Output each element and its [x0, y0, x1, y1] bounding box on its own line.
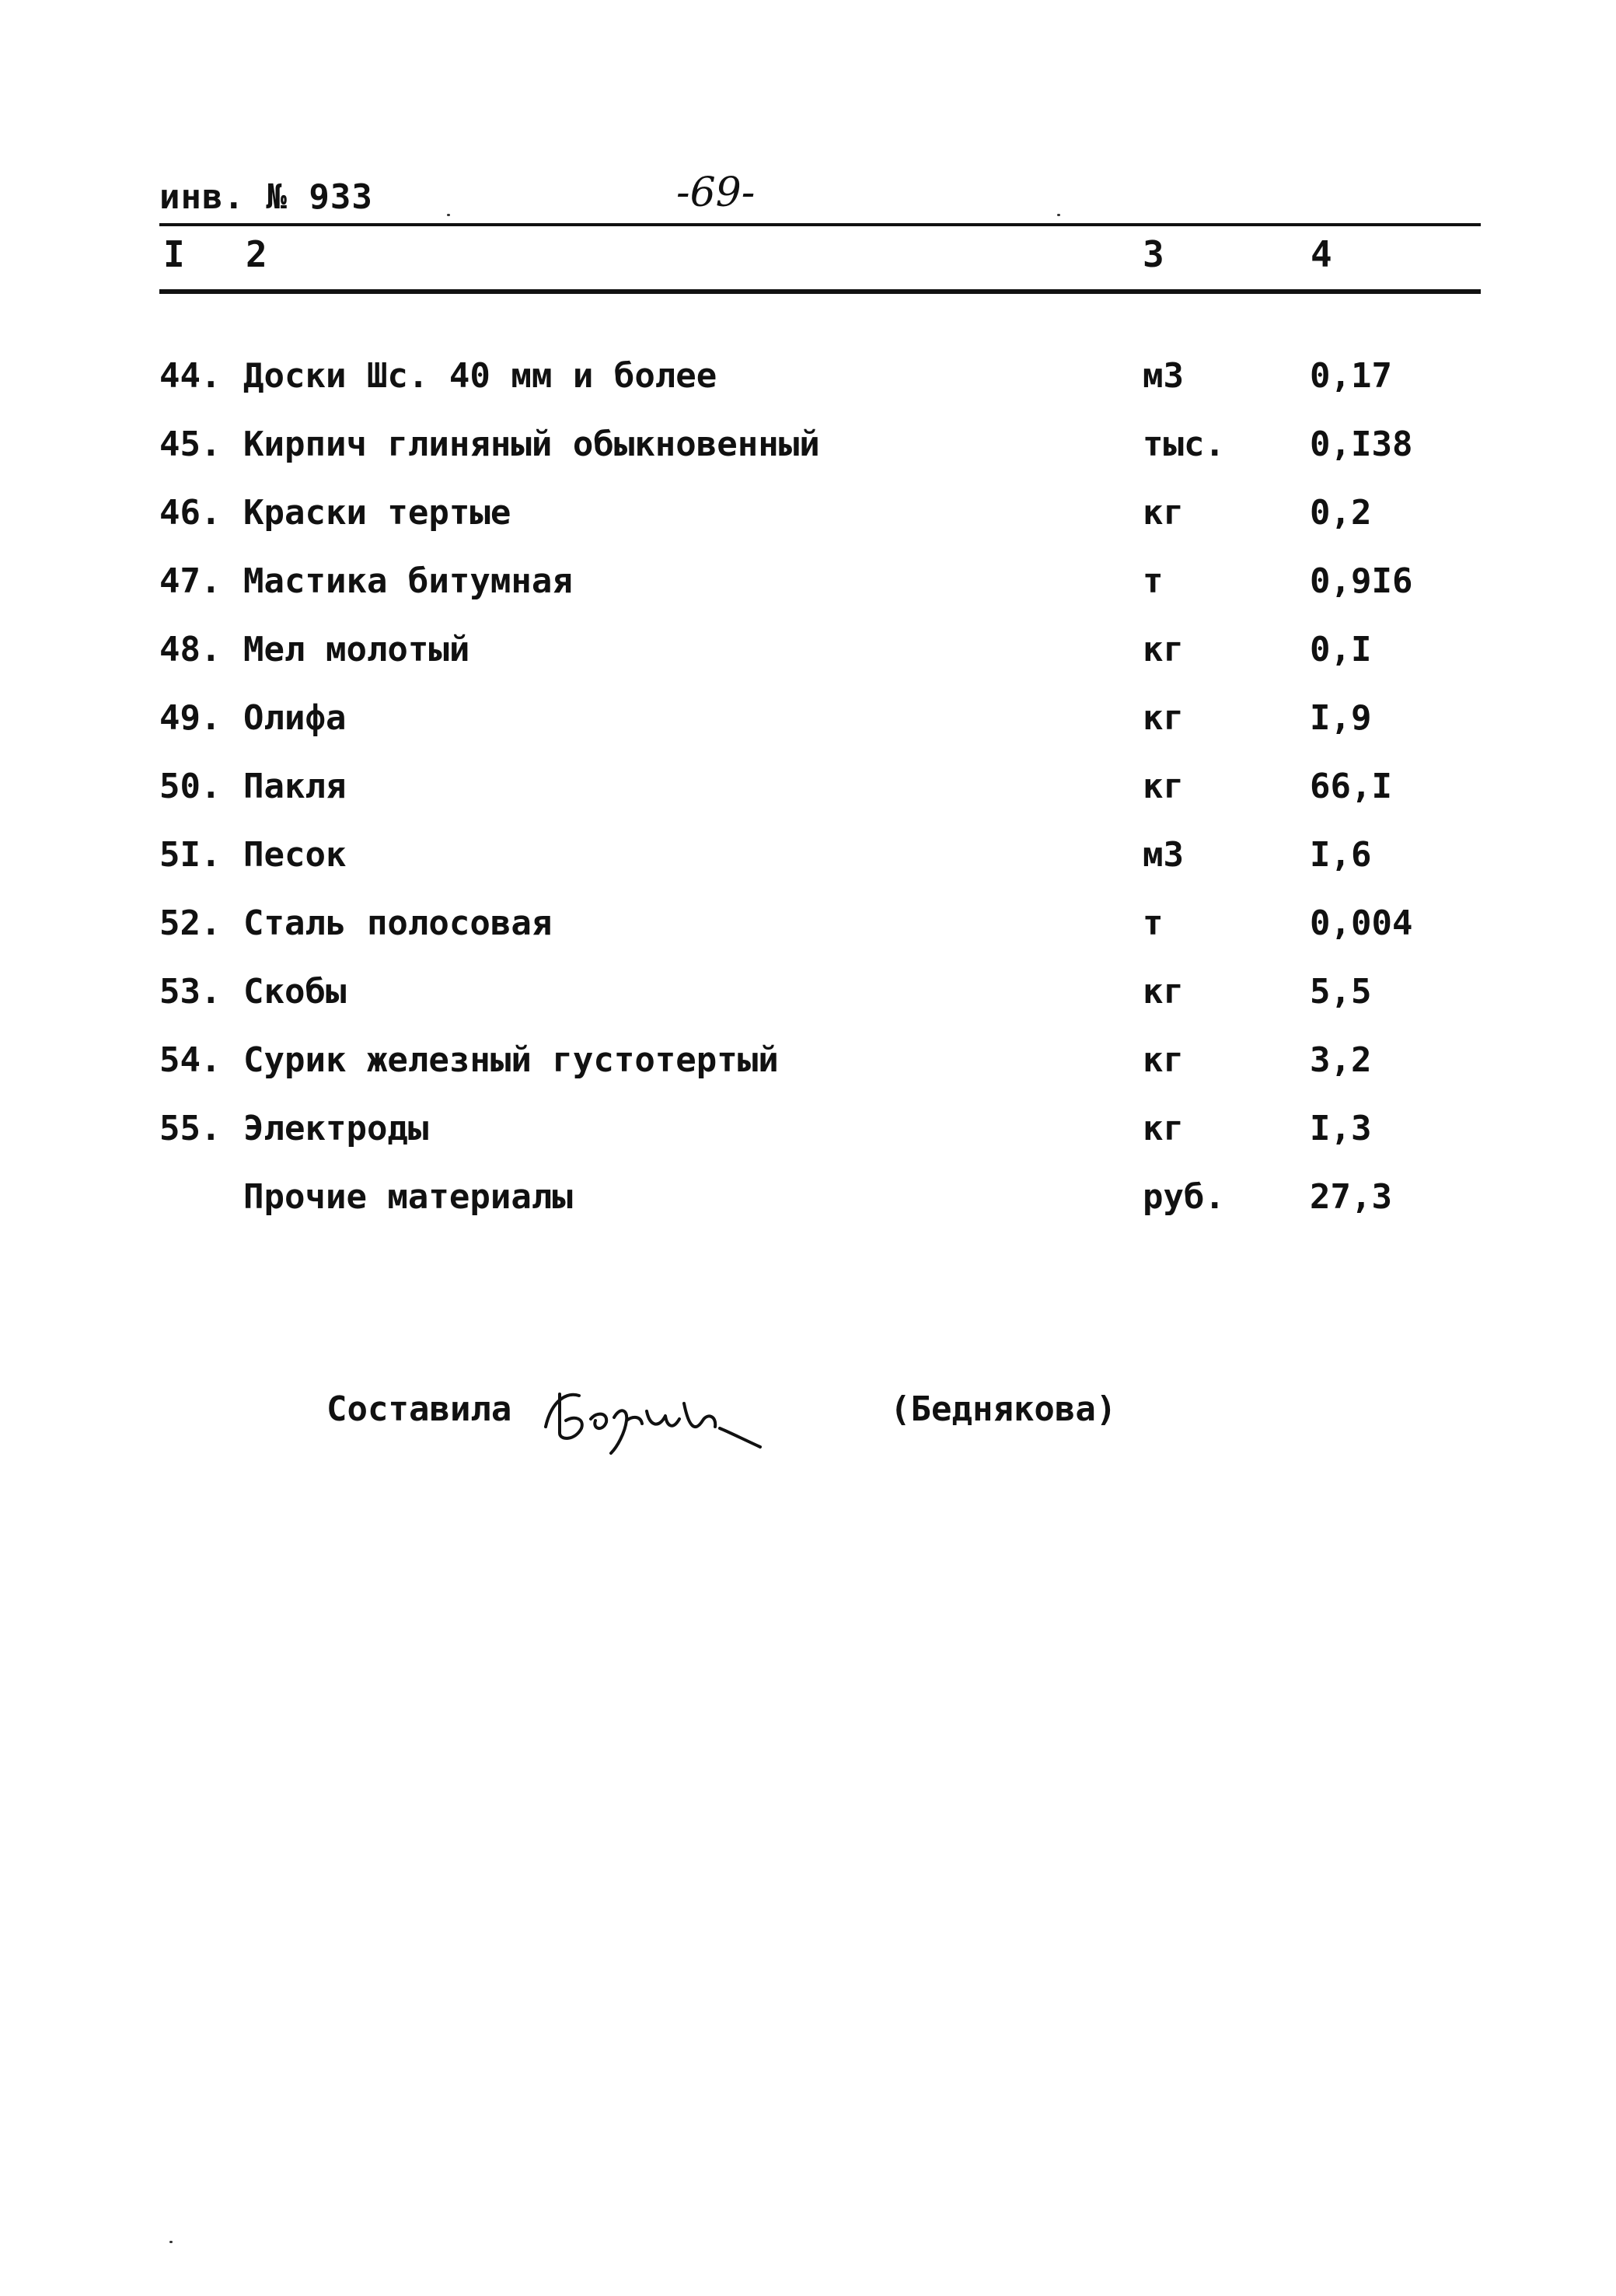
unit: кг [1143, 767, 1184, 806]
row-number: 48. [159, 630, 222, 669]
table-row [159, 561, 1481, 630]
compiled-by-label: Составила [326, 1389, 512, 1429]
quantity: 0,17 [1310, 356, 1392, 396]
quantity: I,9 [1310, 698, 1372, 738]
row-number: 50. [159, 767, 222, 806]
unit: тыс. [1143, 425, 1225, 464]
header-rule-top [159, 223, 1481, 226]
quantity: 66,I [1310, 767, 1392, 806]
table-row [159, 972, 1481, 1040]
inventory-number: инв. № 933 [159, 177, 373, 217]
column-header-2: 2 [246, 233, 267, 275]
table-row [159, 835, 1481, 903]
table-row [159, 698, 1481, 767]
material-name: Электроды [243, 1109, 429, 1148]
unit: кг [1143, 1109, 1184, 1148]
row-number: 45. [159, 425, 222, 464]
table-row [159, 493, 1481, 561]
material-name: Мастика битумная [243, 561, 573, 601]
unit: т [1143, 561, 1164, 601]
quantity: 0,I [1310, 630, 1372, 669]
quantity: 0,004 [1310, 903, 1413, 943]
unit: м3 [1143, 835, 1184, 875]
unit: кг [1143, 698, 1184, 738]
column-header-1: I [163, 233, 185, 275]
unit: м3 [1143, 356, 1184, 396]
page-number: -69- [676, 169, 756, 216]
scan-speck [1057, 214, 1060, 216]
signature-block [326, 1372, 1181, 1458]
quantity: 3,2 [1310, 1040, 1372, 1080]
row-number: 44. [159, 356, 222, 396]
material-name: Олифа [243, 698, 347, 738]
page-header [159, 169, 1481, 224]
material-name: Скобы [243, 972, 347, 1012]
unit: кг [1143, 1040, 1184, 1080]
row-number: 53. [159, 972, 222, 1012]
quantity: 27,3 [1310, 1177, 1392, 1217]
row-number: 47. [159, 561, 222, 601]
row-number: 55. [159, 1109, 222, 1148]
material-name: Доски Шс. 40 мм и более [243, 356, 717, 396]
unit: кг [1143, 972, 1184, 1012]
scan-speck [447, 214, 450, 216]
table-row [159, 1109, 1481, 1177]
materials-table [159, 356, 1481, 1246]
row-number: 5I. [159, 835, 222, 875]
table-row [159, 767, 1481, 835]
quantity: I,3 [1310, 1109, 1372, 1148]
quantity: 5,5 [1310, 972, 1372, 1012]
material-name: Сурик железный густотертый [243, 1040, 779, 1080]
table-row [159, 1040, 1481, 1109]
row-number: 46. [159, 493, 222, 533]
quantity: 0,2 [1310, 493, 1372, 533]
material-name: Краски тертые [243, 493, 511, 533]
material-name: Сталь полосовая [243, 903, 553, 943]
column-header-3: 3 [1143, 233, 1164, 275]
material-name: Мел молотый [243, 630, 470, 669]
table-row [159, 425, 1481, 493]
quantity: 0,9I6 [1310, 561, 1413, 601]
table-row [159, 630, 1481, 698]
unit: руб. [1143, 1177, 1225, 1217]
quantity: 0,I38 [1310, 425, 1413, 464]
handwritten-signature [536, 1372, 770, 1458]
material-name: Прочие материалы [243, 1177, 573, 1217]
signer-name: (Беднякова) [890, 1389, 1117, 1429]
row-number: 52. [159, 903, 222, 943]
material-name: Кирпич глиняный обыкновенный [243, 425, 820, 464]
column-header-4: 4 [1311, 233, 1332, 275]
row-number: 54. [159, 1040, 222, 1080]
header-rule-bottom [159, 289, 1481, 294]
table-row [159, 1177, 1481, 1246]
table-row [159, 356, 1481, 425]
scan-speck [169, 2241, 173, 2243]
material-name: Песок [243, 835, 347, 875]
table-row [159, 903, 1481, 972]
unit: т [1143, 903, 1164, 943]
unit: кг [1143, 630, 1184, 669]
quantity: I,6 [1310, 835, 1372, 875]
row-number: 49. [159, 698, 222, 738]
material-name: Пакля [243, 767, 347, 806]
unit: кг [1143, 493, 1184, 533]
